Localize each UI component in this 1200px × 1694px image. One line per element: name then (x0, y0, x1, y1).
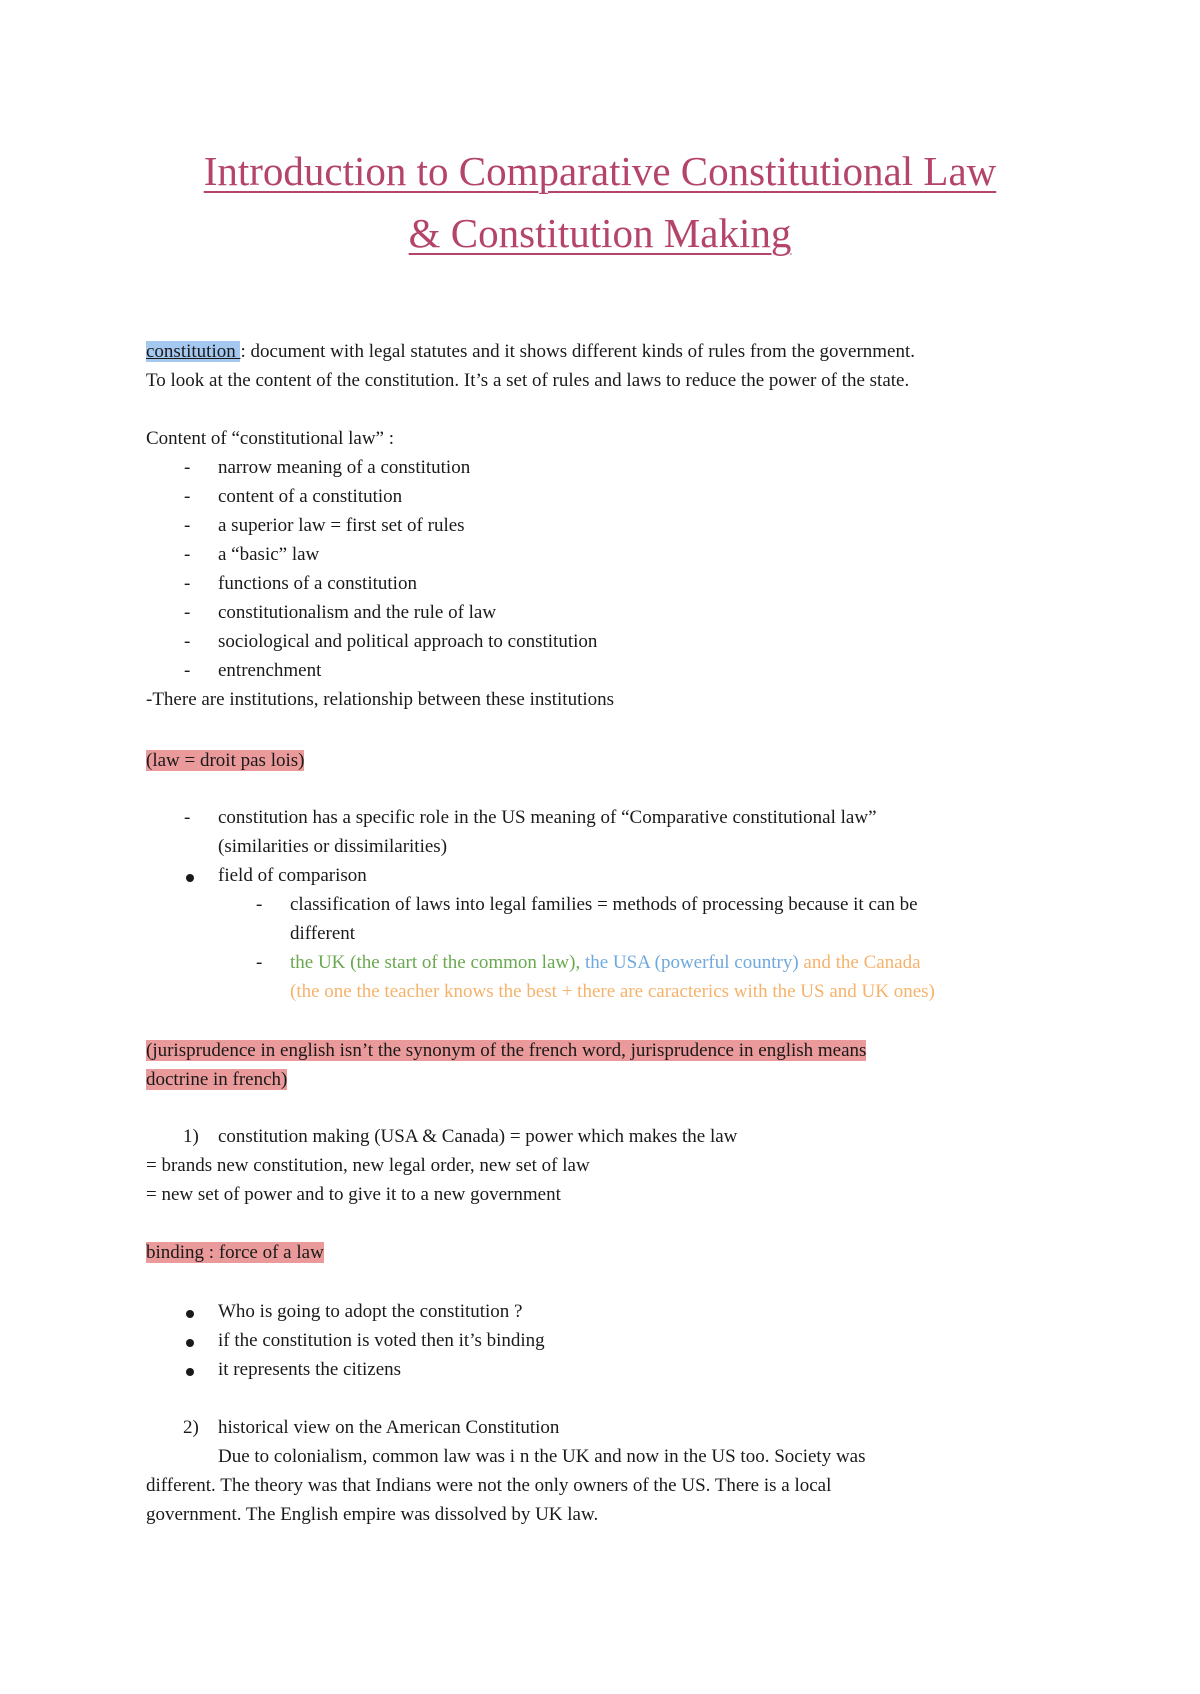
list-item-text: sociological and political approach to constitution (218, 631, 598, 652)
definition-line (146, 340, 915, 364)
dash-marker: - (184, 807, 191, 828)
list-item-text: a superior law = first set of rules (218, 515, 465, 536)
section-1-line-2: = brands new constitution, new legal order, new set of law (146, 1155, 590, 1176)
note-law (146, 749, 304, 773)
note-jurisprudence-2 (146, 1068, 287, 1092)
bullet-icon (186, 1368, 194, 1376)
role-text-2: (similarities or dissimilarities) (218, 836, 448, 857)
classification-text-2: different (290, 923, 356, 944)
paragraph-text: Due to colonialism, common law was i n the UK and now in the US too. Society was (218, 1446, 866, 1467)
note-jurisprudence (146, 1039, 866, 1063)
country-usa: the USA (powerful country) (584, 952, 799, 973)
list-item-text: entrenchment (218, 660, 322, 681)
country-canada: and the Canada (803, 952, 921, 973)
section-number: 1) (183, 1126, 199, 1147)
section-1-line-3: = new set of power and to give it to a new government (146, 1184, 561, 1205)
dash-marker: - (184, 515, 191, 536)
dash-marker: - (184, 602, 191, 623)
list-item-text: Who is going to adopt the constitution ? (218, 1301, 523, 1322)
dash-marker: - (184, 573, 191, 594)
country-canada-note: (the one the teacher knows the best + there are caracterics with the US and UK ones) (290, 981, 935, 1002)
country-uk: the UK (the start of the common law), (290, 952, 581, 973)
list-item-text: functions of a constitution (218, 573, 417, 594)
role-text: constitution has a specific role in the US meaning of “Comparative constitutional law” (218, 807, 877, 828)
dash-marker: - (184, 631, 191, 652)
title-line-2: & Constitution Making (408, 210, 792, 256)
definition-line-2: To look at the content of the constitution. It’s a set of rules and laws to reduce the power of the state. (146, 370, 910, 391)
dash-marker: - (184, 486, 191, 507)
list-item-text: if the constitution is voted then it’s binding (218, 1330, 545, 1351)
note-jurisprudence-line-2: doctrine in french) (146, 1069, 288, 1090)
definition-text: : document with legal statutes and it shows different kinds of rules from the government. (240, 341, 916, 362)
bullet-icon (186, 1339, 194, 1347)
list-item-text: it represents the citizens (218, 1359, 402, 1380)
institutions-line: -There are institutions, relationship between these institutions (146, 689, 615, 710)
binding-text: binding : force of a law (146, 1242, 324, 1263)
document-title (130, 140, 1070, 264)
bullet-icon (186, 874, 194, 882)
term-constitution: constitution (146, 341, 241, 362)
binding-note (146, 1241, 324, 1265)
dash-marker: - (256, 952, 263, 973)
list-item-text: content of a constitution (218, 486, 403, 507)
section-2-para-line-3: government. The English empire was dissolved by UK law. (146, 1504, 599, 1525)
note-law-text: (law = droit pas lois) (146, 750, 305, 771)
section-2-para-line-2: different. The theory was that Indians were not the only owners of the US. There is a local (146, 1475, 832, 1496)
title-line-1: Introduction to Comparative Constitutional Law (203, 148, 997, 194)
section-title: constitution making (USA & Canada) = power which makes the law (218, 1126, 738, 1147)
section-title: historical view on the American Constitution (218, 1417, 560, 1438)
dash-marker: - (184, 544, 191, 565)
note-jurisprudence-line-1: (jurisprudence in english isn’t the synonym of the french word, jurisprudence in english means (146, 1040, 867, 1061)
list-item-text: constitutionalism and the rule of law (218, 602, 497, 623)
content-heading: Content of “constitutional law” : (146, 428, 395, 449)
dash-marker: - (184, 660, 191, 681)
dash-marker: - (256, 894, 263, 915)
classification-text: classification of laws into legal families = methods of processing because it can be (290, 894, 918, 915)
list-item-text: narrow meaning of a constitution (218, 457, 471, 478)
field-of-comparison: field of comparison (218, 865, 367, 886)
bullet-icon (186, 1310, 194, 1318)
section-number: 2) (183, 1417, 199, 1438)
list-item-text: a “basic” law (218, 544, 320, 565)
dash-marker: - (184, 457, 191, 478)
